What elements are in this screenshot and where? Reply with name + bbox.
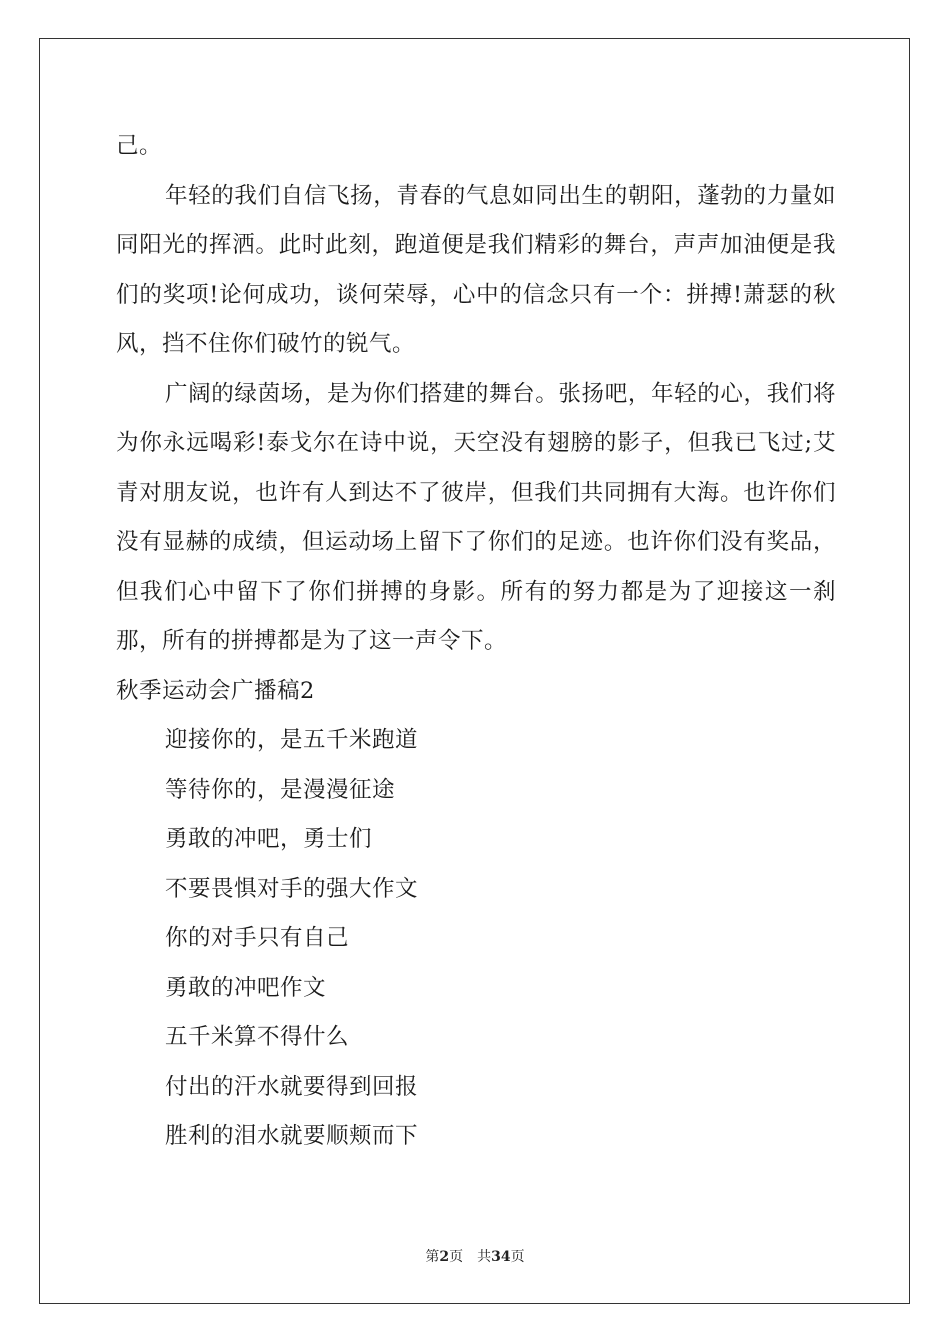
total-pages: 34: [491, 1249, 511, 1265]
poem-line: 迎接你的，是五千米跑道: [165, 727, 419, 753]
paragraph: 年轻的我们自信飞扬，青春的气息如同出生的朝阳，蓬勃的力量如同阳光的挥洒。此时此刻，跑道便是我们精彩的舞台，声声加油便是我们的奖项!论何成功，谈何荣辱，心中的信念只有一个：拼搏!萧瑟的秋风，挡不住你们破竹的锐气。: [116, 182, 836, 357]
footer-page-suffix: 页: [449, 1249, 464, 1265]
poem-line: 你的对手只有自己: [165, 925, 350, 951]
poem-line: 勇敢的冲吧作文: [165, 974, 327, 1001]
poem-line: 不要畏惧对手的强大作文: [165, 875, 419, 902]
footer-total-prefix: 共: [477, 1249, 492, 1265]
paragraph: 广阔的绿茵场，是为你们搭建的舞台。张扬吧，年轻的心，我们将为你永远喝彩!泰戈尔在诗中说，天空没有翅膀的影子，但我已飞过;艾青对朋友说，也许有人到达不了彼岸，但我们共同拥有大海。也许你们没有显赫的成绩，但运动场上留下了你们的足迹。也许你们没有奖品，但我们心中留下了你们拼搏的身影。所有的努力都是为了迎接这一刹那，所有的拼搏都是为了这一声令下。: [116, 380, 836, 654]
section-title: 秋季运动会广播稿2: [116, 677, 315, 704]
paragraph-continuation: 己。: [116, 133, 163, 159]
poem-line: 等待你的，是漫漫征途: [165, 776, 396, 803]
document-body: [116, 122, 836, 1162]
page-footer: [0, 1246, 950, 1266]
poem-line: 五千米算不得什么: [165, 1024, 350, 1050]
poem-line: 付出的汗水就要得到回报: [165, 1073, 419, 1100]
footer-total-suffix: 页: [510, 1249, 525, 1265]
page-number: 2: [439, 1249, 450, 1265]
poem-line: 勇敢的冲吧，勇士们: [165, 826, 373, 852]
footer-prefix: 第: [425, 1249, 440, 1265]
poem-line: 胜利的泪水就要顺颊而下: [165, 1123, 419, 1149]
